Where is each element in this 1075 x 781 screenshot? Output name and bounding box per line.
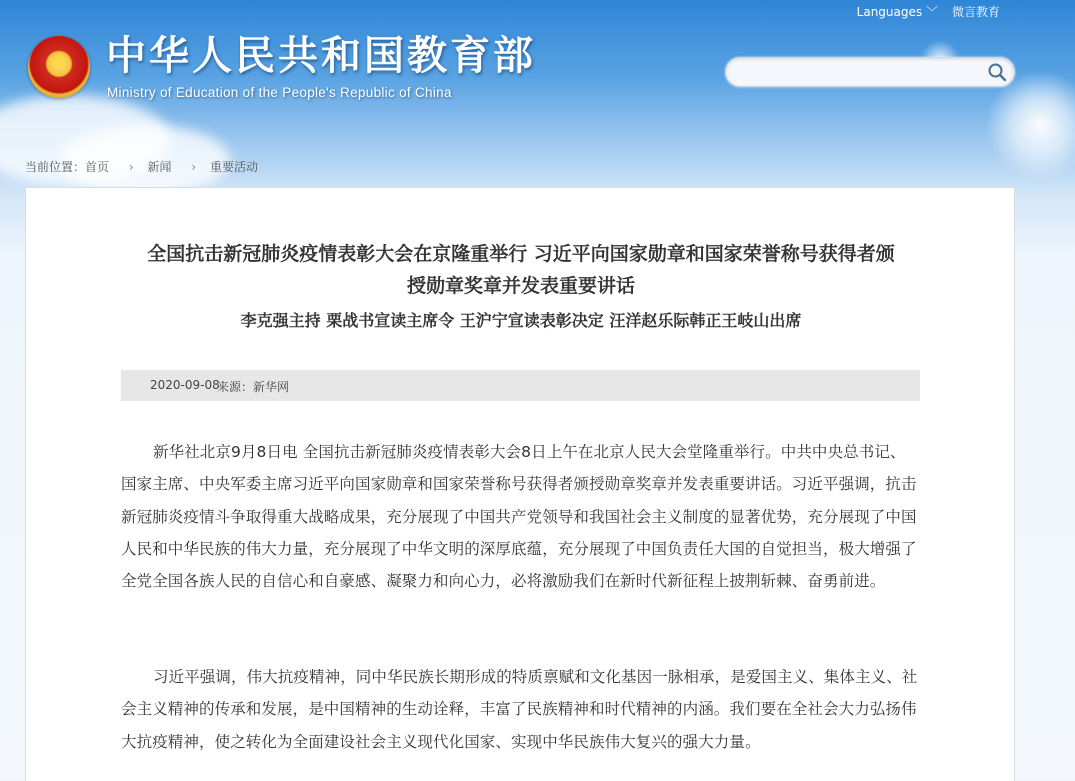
search-box <box>725 57 1015 87</box>
breadcrumb <box>25 158 264 175</box>
breadcrumb-prefix: 当前位置： <box>25 160 86 174</box>
chevron-right-icon: › <box>191 160 197 174</box>
article-title-line: 授勋章奖章并发表重要讲话 <box>406 275 635 297</box>
breadcrumb-home[interactable]: 首页 <box>85 160 110 174</box>
article-meta-bar <box>121 370 920 401</box>
article-container <box>25 187 1015 781</box>
top-links <box>857 3 1000 20</box>
languages-label: Languages <box>856 5 923 19</box>
article-title-line: 全国抗击新冠肺炎疫情表彰大会在京隆重举行 习近平向国家勋章和国家荣誉称号获得者颁 <box>147 243 895 265</box>
breadcrumb-important-events[interactable]: 重要活动 <box>209 160 258 174</box>
star-icon: ★ <box>49 50 69 75</box>
site-subtitle: Ministry of Education of the People's Republic of China <box>107 85 452 100</box>
search-input[interactable] <box>738 62 982 84</box>
search-icon <box>986 61 1008 83</box>
article-title <box>116 238 926 302</box>
article-date: 2020-09-08 <box>150 378 220 392</box>
article-paragraph: 习近平强调，伟大抗疫精神，同中华民族长期形成的特质禀赋和文化基因一脉相承，是爱国主义、集体主义、社会主义精神的传承和发展，是中国精神的生动诠释，丰富了民族精神和时代精神的内涵。我们要在全社会大力弘扬伟大抗疫精神，使之转化为全面建设社会主义现代化国家、实现中华民族伟大复兴的强大力量。 <box>121 668 918 751</box>
site-title[interactable]: 中华人民共和国教育部 <box>106 33 536 79</box>
search-button[interactable] <box>986 61 1008 83</box>
chevron-down-icon: ﹀ <box>925 5 938 19</box>
breadcrumb-news[interactable]: 新闻 <box>147 160 172 174</box>
chevron-right-icon: › <box>128 160 134 174</box>
weibo-link[interactable]: 微言教育 <box>951 5 1000 19</box>
article-paragraph: 新华社北京9月8日电 全国抗击新冠肺炎疫情表彰大会8日上午在北京人民大会堂隆重举行。中共中央总书记、国家主席、中央军委主席习近平向国家勋章和国家荣誉称号获得者颁授勋章奖章并发表重要讲话。习近平强调，抗击新冠肺炎疫情斗争取得重大战略成果，充分展现了中国共产党领导和我国社会主义制度的显著优势，充分展现了中国人民和中华民族的伟大力量，充分展现了中华文明的深厚底蕴，充分展现了中国负责任大国的自觉担当，极大增强了全党全国各族人民的自信心和自豪感、凝聚力和向心力，必将激励我们在新时代新征程上披荆斩棘、奋勇前进。 <box>121 443 917 591</box>
article-source: 来源：新华网 <box>217 380 290 394</box>
article-subtitle: 李克强主持 栗战书宣读主席令 王沪宁宣读表彰决定 汪洋赵乐际韩正王岐山出席 <box>240 311 802 330</box>
national-emblem-logo[interactable] <box>28 36 90 98</box>
languages-dropdown[interactable] <box>857 3 938 20</box>
